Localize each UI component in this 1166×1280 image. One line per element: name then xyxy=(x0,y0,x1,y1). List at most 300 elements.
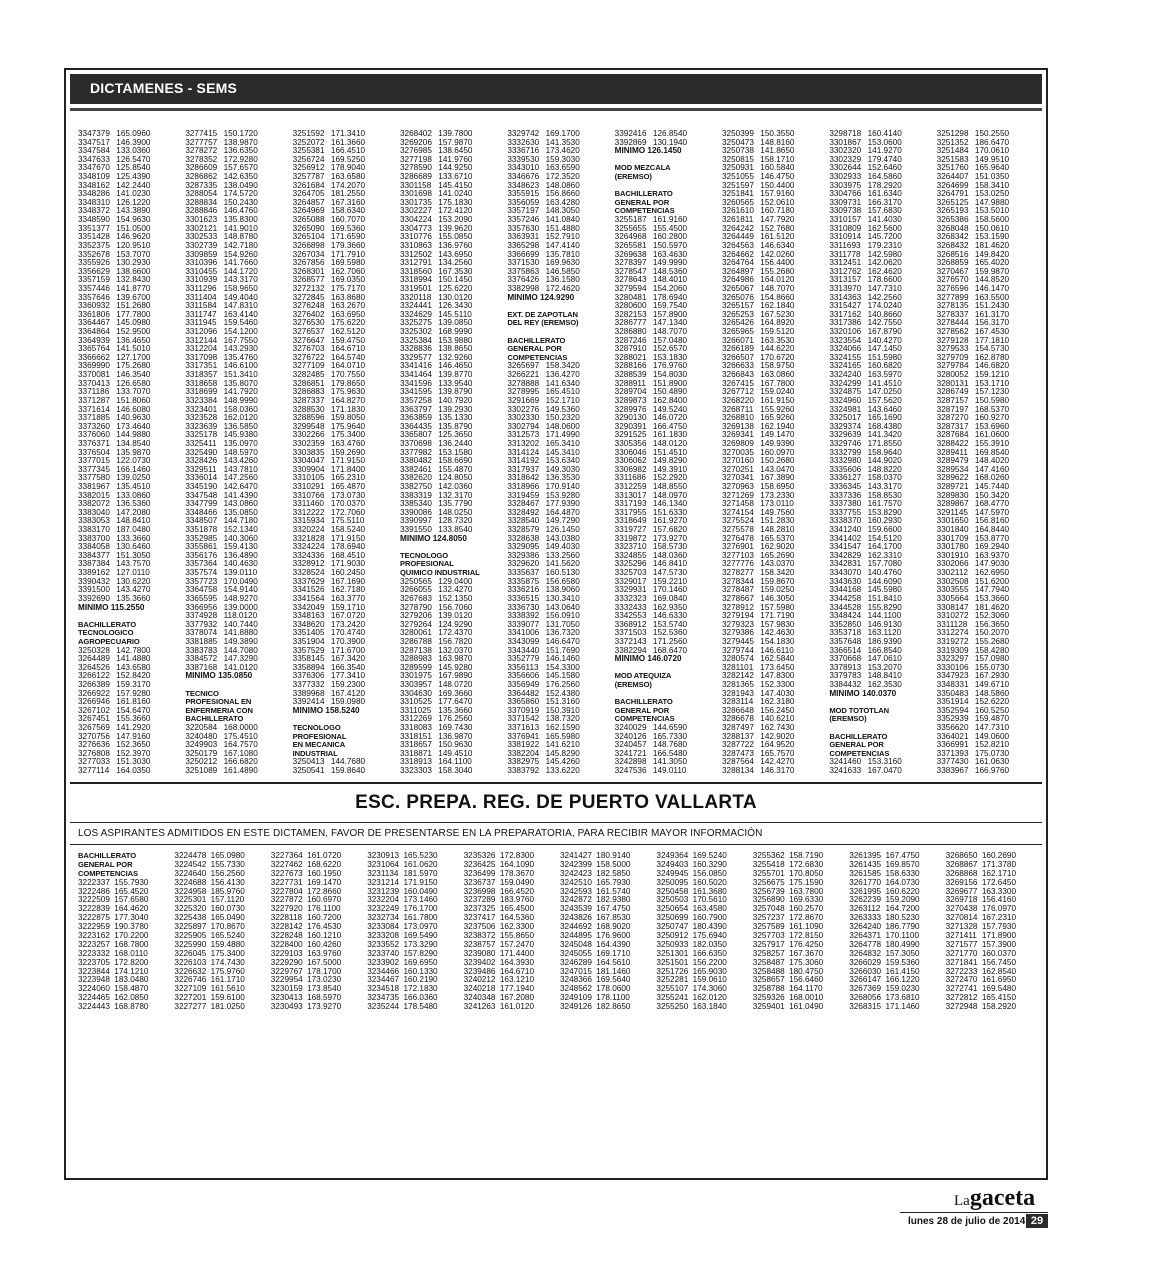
score: 163.5970 xyxy=(865,371,902,380)
score: 149.8290 xyxy=(650,457,688,466)
result-row xyxy=(937,560,1038,569)
applicant-id: 3267569 xyxy=(78,724,110,733)
result-row xyxy=(464,950,556,959)
score: 176.1100 xyxy=(304,905,341,914)
score: 159.3170 xyxy=(114,681,151,689)
result-row xyxy=(185,758,286,767)
score: 135.4510 xyxy=(114,482,151,491)
applicant-id: 3311686 xyxy=(614,474,646,483)
applicant-id: 3268711 xyxy=(722,405,754,414)
score: 157.0980 xyxy=(972,655,1010,664)
score: 165.4020 xyxy=(972,259,1010,268)
result-row xyxy=(293,431,394,440)
score: 162.5840 xyxy=(758,655,795,664)
applicant-id: 3337380 xyxy=(829,500,862,509)
applicant-id: 3227920 xyxy=(270,905,303,914)
applicant-id: 3392416 xyxy=(614,130,647,138)
result-row xyxy=(185,319,286,328)
score: 144.9250 xyxy=(436,164,473,173)
result-row xyxy=(560,976,652,985)
applicant-id: 3303975 xyxy=(829,181,862,190)
score: 140.8660 xyxy=(865,310,902,319)
score: 153.1830 xyxy=(650,353,688,362)
result-row xyxy=(293,758,394,767)
result-row xyxy=(271,976,363,985)
score: 150.3910 xyxy=(543,706,580,715)
score: 153.2090 xyxy=(436,216,473,225)
result-row xyxy=(78,968,170,977)
score: 132.9260 xyxy=(436,353,473,362)
applicant-id: 3289622 xyxy=(936,474,969,483)
score: 157.6830 xyxy=(865,207,902,216)
result-row xyxy=(78,647,179,656)
score: 150.1720 xyxy=(221,130,258,138)
masthead-rule xyxy=(900,1212,1048,1213)
score: 174.7430 xyxy=(208,958,245,967)
result-row xyxy=(937,664,1038,673)
score: 141.8650 xyxy=(758,147,795,156)
score: 173.1460 xyxy=(401,896,438,905)
score: 143.3890 xyxy=(114,207,151,216)
result-row xyxy=(78,578,179,587)
score: 169.1470 xyxy=(304,878,342,887)
score: 147.1450 xyxy=(865,345,902,354)
result-row xyxy=(185,147,286,156)
applicant-id: 3258257 xyxy=(752,949,785,958)
score: 153.6960 xyxy=(972,422,1010,431)
result-row xyxy=(78,681,179,690)
applicant-id: 3325384 xyxy=(400,336,432,345)
applicant-id: 3312144 xyxy=(185,336,218,345)
score: 148.5860 xyxy=(972,689,1010,698)
result-row xyxy=(293,233,394,242)
score: 163.0860 xyxy=(758,371,795,380)
applicant-id: 3278397 xyxy=(614,259,647,268)
result-row xyxy=(78,672,179,681)
score: 138.0490 xyxy=(221,181,258,190)
applicant-id: 3242872 xyxy=(560,896,592,905)
score: 155.0730 xyxy=(972,663,1010,672)
applicant-id: 3318871 xyxy=(400,749,432,758)
applicant-id: 3245055 xyxy=(560,949,592,958)
applicant-id: 3289411 xyxy=(936,448,968,457)
applicant-id: 3263333 xyxy=(849,914,882,923)
score: 164.8440 xyxy=(972,526,1010,535)
applicant-id: 3289479 xyxy=(936,457,969,466)
score: 143.0380 xyxy=(543,534,580,543)
applicant-id: 3343010 xyxy=(507,164,540,173)
result-row xyxy=(722,758,823,767)
result-row xyxy=(829,612,930,621)
score: 162.0120 xyxy=(690,994,727,1003)
score: 161.5740 xyxy=(594,887,631,896)
result-row xyxy=(937,629,1038,638)
score: 141.0120 xyxy=(221,663,258,672)
applicant-id: 3234735 xyxy=(367,994,400,1003)
applicant-id: 3269677 xyxy=(945,887,978,896)
score: 162.7060 xyxy=(328,267,366,276)
applicant-id: 3240348 xyxy=(463,994,496,1003)
score: 160.6970 xyxy=(304,896,342,905)
result-row xyxy=(400,750,501,759)
applicant-id: 3222509 xyxy=(78,896,110,905)
score: 153.5740 xyxy=(650,620,688,629)
result-row xyxy=(656,985,748,994)
score: 138.7320 xyxy=(543,715,580,724)
applicant-id: 3303835 xyxy=(292,448,325,457)
score: 152.9500 xyxy=(114,328,151,337)
score: 164.7570 xyxy=(221,741,258,750)
result-row xyxy=(829,543,930,552)
result-row xyxy=(78,216,179,225)
result-row xyxy=(78,758,179,767)
score: 172.4370 xyxy=(436,629,473,638)
applicant-id: 3278562 xyxy=(936,328,969,337)
applicant-id: 3305664 xyxy=(936,594,969,603)
applicant-id: 3341416 xyxy=(400,362,432,371)
score: 152.5360 xyxy=(650,629,688,638)
program-heading: TECNOLOGO xyxy=(292,724,341,733)
applicant-id: 3276636 xyxy=(78,741,110,750)
result-row xyxy=(753,985,845,994)
applicant-id: 3379783 xyxy=(829,672,862,681)
applicant-id: 3348623 xyxy=(507,181,540,190)
applicant-id: 3352594 xyxy=(936,706,969,715)
result-row xyxy=(829,595,930,604)
result-row xyxy=(615,483,716,492)
applicant-id: 3382072 xyxy=(78,500,110,509)
applicant-id: 3269638 xyxy=(614,250,647,259)
result-row xyxy=(464,932,556,941)
score: 172.7060 xyxy=(328,508,366,517)
applicant-id: 3228118 xyxy=(270,914,303,923)
score: 147.7310 xyxy=(972,724,1010,733)
score: 158.3040 xyxy=(436,767,473,776)
score: 180.4390 xyxy=(690,923,727,932)
result-row xyxy=(722,130,823,139)
applicant-id: 3315427 xyxy=(829,302,862,311)
score: 120.9510 xyxy=(114,241,151,250)
score: 148.8780 xyxy=(221,233,258,242)
result-row xyxy=(722,586,823,595)
result-row xyxy=(78,354,179,363)
applicant-id: 3352939 xyxy=(936,715,969,724)
result-row xyxy=(78,302,179,311)
score: 150.9630 xyxy=(436,741,473,750)
result-row xyxy=(829,647,930,656)
result-row xyxy=(185,388,286,397)
applicant-id: 3338370 xyxy=(829,517,862,526)
score: 163.3530 xyxy=(758,336,795,345)
score: 176.9760 xyxy=(650,362,688,371)
applicant-id: 3318649 xyxy=(614,517,647,526)
score: 151.3050 xyxy=(114,551,151,560)
score: 172.4620 xyxy=(543,284,580,293)
applicant-id: 3280600 xyxy=(614,302,647,311)
applicant-id: 3341596 xyxy=(400,379,432,388)
score: 148.9990 xyxy=(221,396,258,405)
score: 147.1340 xyxy=(650,319,688,328)
score: 170.8670 xyxy=(208,923,245,932)
score: 163.9870 xyxy=(436,655,473,664)
result-row xyxy=(293,767,394,776)
applicant-id: 3276808 xyxy=(78,749,110,758)
result-row xyxy=(271,985,363,994)
result-row xyxy=(829,483,930,492)
applicant-id: 3236737 xyxy=(463,878,496,887)
score: 150.2680 xyxy=(758,457,795,466)
score: 156.4130 xyxy=(208,878,245,887)
applicant-id: 3287684 xyxy=(936,431,969,440)
result-row xyxy=(615,535,716,544)
applicant-id: 3365764 xyxy=(78,345,110,354)
applicant-id: 3337336 xyxy=(829,491,862,500)
program-heading: BACHILLERATO xyxy=(614,698,673,707)
result-row xyxy=(293,139,394,148)
score: 172.8660 xyxy=(304,887,342,896)
applicant-id: 3318994 xyxy=(400,276,432,285)
result-row xyxy=(400,362,501,371)
applicant-id: 3255655 xyxy=(614,224,647,233)
applicant-id: 3306982 xyxy=(614,465,647,474)
result-row xyxy=(293,302,394,311)
result-row xyxy=(560,905,652,914)
applicant-id: 3391550 xyxy=(400,526,432,535)
applicant-id: 3250738 xyxy=(722,147,754,156)
result-row xyxy=(560,941,652,950)
score: 146.4750 xyxy=(758,173,795,182)
score: 164.6710 xyxy=(497,967,535,976)
result-row xyxy=(656,968,748,977)
score: 177.1940 xyxy=(497,985,535,994)
applicant-id: 3234467 xyxy=(367,976,400,985)
result-row xyxy=(722,156,823,165)
applicant-id: 3225905 xyxy=(174,932,207,941)
applicant-id: 3230493 xyxy=(270,1003,303,1012)
applicant-id: 3227872 xyxy=(270,896,303,905)
result-row xyxy=(946,879,1038,888)
applicant-id: 3225320 xyxy=(174,905,207,914)
score: 157.3900 xyxy=(979,940,1017,949)
applicant-id: 3310863 xyxy=(400,241,432,250)
applicant-id: 3368912 xyxy=(614,620,647,629)
applicant-id: 3237325 xyxy=(463,905,496,914)
result-row xyxy=(400,182,501,191)
applicant-id: 3357574 xyxy=(185,569,218,578)
result-row xyxy=(400,147,501,156)
score: 154.6470 xyxy=(114,706,151,715)
applicant-id: 3310939 xyxy=(185,276,218,285)
applicant-id: 3276537 xyxy=(292,328,325,337)
applicant-id: 3357446 xyxy=(78,284,110,293)
result-row xyxy=(271,923,363,932)
applicant-id: 3311296 xyxy=(185,284,217,293)
score: 178.6940 xyxy=(328,543,366,552)
result-row xyxy=(400,647,501,656)
result-row xyxy=(400,345,501,354)
score: 180.4750 xyxy=(786,967,824,976)
applicant-id: 3250212 xyxy=(185,758,218,767)
applicant-id: 3302276 xyxy=(507,405,540,414)
applicant-id: 3264240 xyxy=(849,923,882,932)
score: 139.0000 xyxy=(221,603,258,612)
applicant-id: 3314192 xyxy=(507,457,540,466)
score: 165.5240 xyxy=(208,932,245,941)
result-row xyxy=(507,586,608,595)
applicant-id: 3336216 xyxy=(507,586,540,595)
score: 161.4150 xyxy=(883,967,920,976)
score: 167.7550 xyxy=(221,336,258,345)
score: 160.1330 xyxy=(401,967,438,976)
score: 167.1080 xyxy=(221,749,258,758)
result-row xyxy=(560,861,652,870)
applicant-id: 3329639 xyxy=(829,431,862,440)
result-row xyxy=(722,182,823,191)
applicant-id: 3312762 xyxy=(829,267,862,276)
applicant-id: 3257048 xyxy=(752,905,785,914)
score: 146.8410 xyxy=(650,560,688,569)
result-row xyxy=(271,905,363,914)
applicant-id: 3342831 xyxy=(829,560,862,569)
applicant-id: 3265253 xyxy=(722,310,754,319)
result-row xyxy=(400,371,501,380)
score: 148.0720 xyxy=(436,681,473,689)
spacer xyxy=(615,664,716,673)
result-row xyxy=(829,354,930,363)
applicant-id: 3267415 xyxy=(722,379,754,388)
score: 161.4890 xyxy=(221,767,258,776)
applicant-id: 3233740 xyxy=(367,949,400,958)
applicant-id: 3302266 xyxy=(292,431,325,440)
applicant-id: 3233084 xyxy=(367,923,400,932)
applicant-id: 3343440 xyxy=(507,646,540,655)
result-row xyxy=(367,959,459,968)
result-row xyxy=(507,681,608,690)
score: 161.1710 xyxy=(208,976,245,985)
result-row xyxy=(560,932,652,941)
notice-divider xyxy=(70,844,1042,845)
applicant-id: 3276570 xyxy=(936,276,969,285)
score: 159.2090 xyxy=(883,896,920,905)
applicant-id: 3357197 xyxy=(507,207,540,216)
result-row xyxy=(400,388,501,397)
result-row xyxy=(753,959,845,968)
result-row xyxy=(400,190,501,199)
score: 187.0480 xyxy=(114,526,151,535)
score: 160.7900 xyxy=(690,914,727,923)
score: 153.2070 xyxy=(865,663,902,672)
result-row xyxy=(722,604,823,613)
applicant-id: 3250328 xyxy=(78,646,110,655)
result-row xyxy=(271,959,363,968)
applicant-id: 3282485 xyxy=(292,371,325,380)
score: 139.8770 xyxy=(436,371,473,380)
applicant-id: 3251055 xyxy=(722,173,754,182)
score: 162.8540 xyxy=(979,967,1017,976)
applicant-id: 3276596 xyxy=(936,284,969,293)
program-heading: EN MECANICA xyxy=(292,741,346,750)
result-row xyxy=(937,474,1038,483)
score: 145.9380 xyxy=(221,431,258,440)
applicant-id: 3287473 xyxy=(722,749,754,758)
result-row xyxy=(946,870,1038,879)
spacer xyxy=(615,156,716,165)
score: 162.6950 xyxy=(972,569,1010,578)
applicant-id: 3267369 xyxy=(849,985,882,994)
result-row xyxy=(174,1003,266,1012)
result-row xyxy=(615,276,716,285)
score: 172.4120 xyxy=(436,207,473,216)
result-row xyxy=(271,950,363,959)
applicant-id: 3277114 xyxy=(78,767,110,776)
applicant-id: 3370698 xyxy=(400,439,432,448)
applicant-id: 3270963 xyxy=(722,482,754,491)
result-row xyxy=(507,423,608,432)
result-row xyxy=(560,870,652,879)
score: 173.8540 xyxy=(304,985,342,994)
result-row xyxy=(185,285,286,294)
result-row xyxy=(293,388,394,397)
score: 164.6710 xyxy=(328,345,366,354)
result-row xyxy=(271,896,363,905)
result-row xyxy=(507,741,608,750)
applicant-id: 3277899 xyxy=(936,293,969,302)
applicant-id: 3268342 xyxy=(936,233,969,242)
score: 190.3780 xyxy=(112,923,149,932)
score: 159.9870 xyxy=(972,267,1010,276)
applicant-id: 3261610 xyxy=(722,207,754,216)
score: 141.3050 xyxy=(650,758,688,767)
result-row xyxy=(937,311,1038,320)
score: 178.3670 xyxy=(497,869,535,878)
applicant-id: 3227109 xyxy=(174,985,207,994)
result-row xyxy=(293,397,394,406)
result-row xyxy=(722,517,823,526)
applicant-id: 3235244 xyxy=(367,1003,400,1012)
result-row xyxy=(185,552,286,561)
applicant-id: 3242510 xyxy=(560,878,592,887)
applicant-id: 3286851 xyxy=(292,379,325,388)
score: 122.0730 xyxy=(114,457,151,466)
result-row xyxy=(615,560,716,569)
applicant-id: 3223162 xyxy=(78,932,110,941)
score: 152.1350 xyxy=(436,594,473,603)
applicant-id: 3320118 xyxy=(400,293,432,302)
result-row xyxy=(78,414,179,423)
score: 150.2070 xyxy=(972,629,1010,638)
result-row xyxy=(185,767,286,776)
applicant-id: 3376306 xyxy=(292,672,325,681)
result-row xyxy=(185,578,286,587)
program-heading: BACHILLERATO xyxy=(614,190,673,199)
score: 167.9890 xyxy=(436,672,473,681)
score: 182.8650 xyxy=(594,1003,631,1012)
result-row xyxy=(937,526,1038,535)
result-row xyxy=(400,449,501,458)
score: 136.5360 xyxy=(114,500,151,509)
applicant-id: 3261585 xyxy=(849,869,882,878)
applicant-id: 3224478 xyxy=(174,852,207,860)
applicant-id: 3279323 xyxy=(722,620,754,629)
result-row xyxy=(174,879,266,888)
result-row xyxy=(400,207,501,216)
result-row xyxy=(400,655,501,664)
result-row xyxy=(753,941,845,950)
result-row xyxy=(78,156,179,165)
score: 157.9870 xyxy=(436,138,473,147)
result-row xyxy=(400,612,501,621)
result-row xyxy=(400,156,501,165)
